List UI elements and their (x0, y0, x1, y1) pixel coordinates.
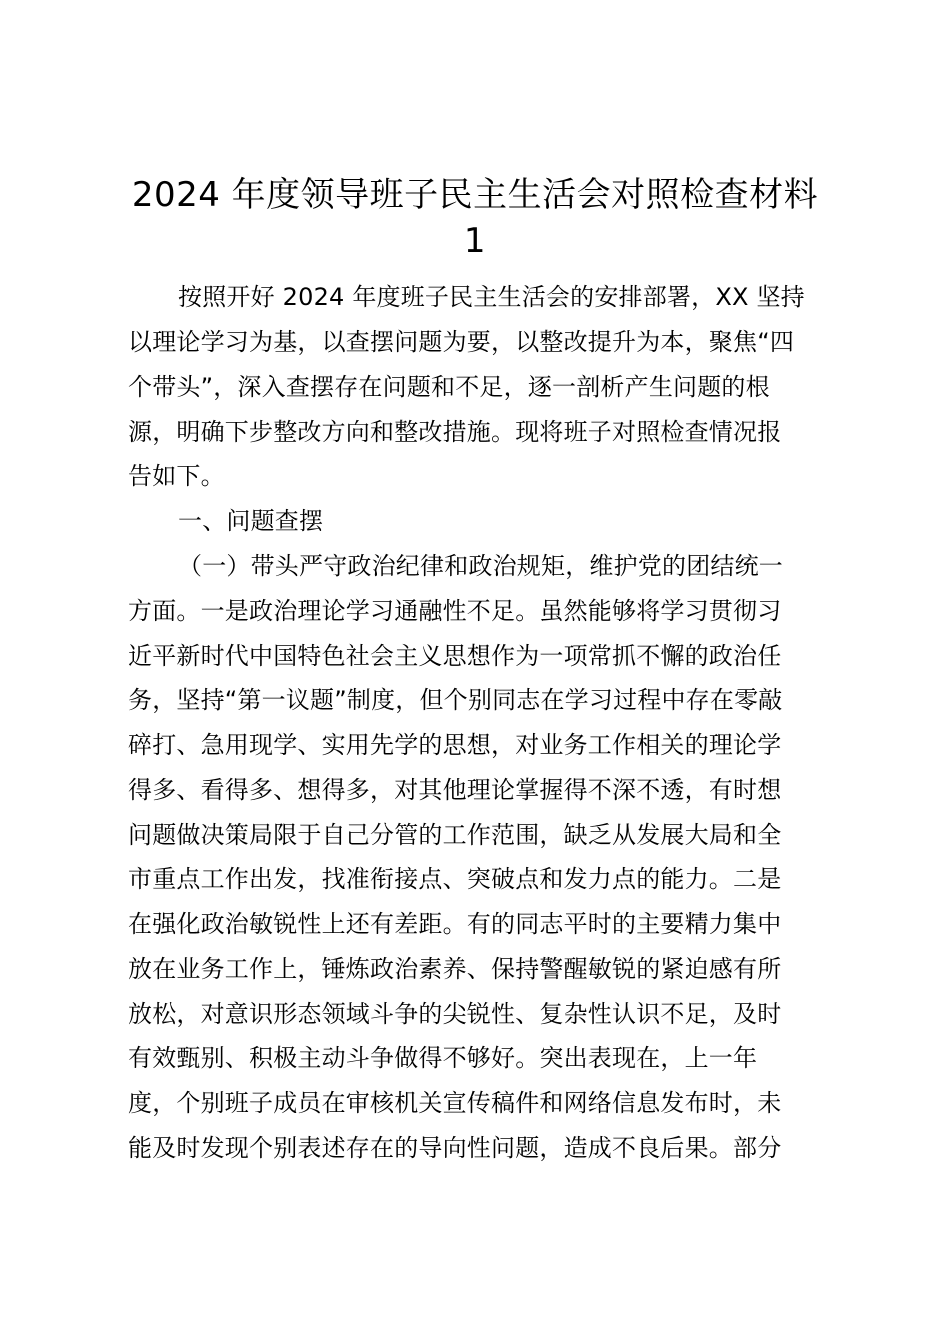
body-line: （一）带头严守政治纪律和政治规矩，维护党的团结统一 (178, 552, 783, 580)
intro-line: 源，明确下步整改方向和整改措施。现将班子对照检查情况报 (128, 418, 782, 446)
body-line: 能及时发现个别表述存在的导向性问题，造成不良后果。部分 (128, 1134, 782, 1162)
body-line: 方面。一是政治理论学习通融性不足。虽然能够将学习贯彻习 (128, 597, 782, 625)
body-line: 度，个别班子成员在审核机关宣传稿件和网络信息发布时，未 (128, 1089, 782, 1117)
body-line: 放松，对意识形态领域斗争的尖锐性、复杂性认识不足，及时 (128, 1000, 782, 1028)
section-heading: 一、问题查摆 (178, 507, 324, 535)
body-line: 放在业务工作上，锤炼政治素养、保持警醒敏锐的紧迫感有所 (128, 955, 782, 983)
body-line: 碎打、急用现学、实用先学的思想，对业务工作相关的理论学 (128, 731, 782, 759)
title-line-1: 2024 年度领导班子民主生活会对照检查材料 (131, 175, 819, 215)
intro-line: 个带头”，深入查摆存在问题和不足，逐一剖析产生问题的根 (128, 373, 770, 401)
body-line: 得多、看得多、想得多，对其他理论掌握得不深不透，有时想 (128, 776, 782, 804)
title-line-2: 1 (463, 221, 487, 261)
body-line: 有效甄别、积极主动斗争做得不够好。突出表现在，上一年 (128, 1044, 758, 1072)
intro-line: 以理论学习为基，以查摆问题为要，以整改提升为本，聚焦“四 (128, 328, 795, 356)
document-title (120, 172, 830, 264)
body-line: 市重点工作出发，找准衔接点、突破点和发力点的能力。二是 (128, 865, 782, 893)
body-line: 务，坚持“第一议题”制度，但个别同志在学习过程中存在零敲 (128, 686, 783, 714)
intro-line: 按照开好 2024 年度班子民主生活会的安排部署，XX 坚持 (178, 283, 805, 311)
intro-line: 告如下。 (128, 462, 225, 490)
body-line: 问题做决策局限于自己分管的工作范围，缺乏从发展大局和全 (128, 821, 782, 849)
body-line: 在强化政治敏锐性上还有差距。有的同志平时的主要精力集中 (128, 910, 782, 938)
body-line: 近平新时代中国特色社会主义思想作为一项常抓不懈的政治任 (128, 642, 782, 670)
